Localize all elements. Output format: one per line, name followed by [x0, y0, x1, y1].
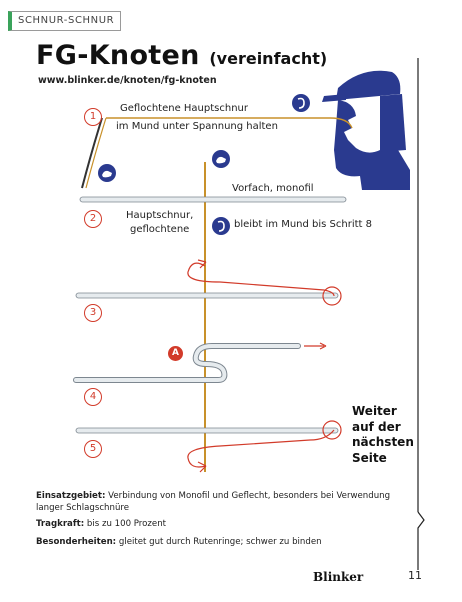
- title-main: FG-Knoten: [36, 40, 200, 71]
- page-edge-notch: [418, 512, 424, 570]
- mouth-icon: [212, 217, 230, 239]
- info-trag: [36, 518, 406, 530]
- braid-wrap-step3: [188, 263, 334, 296]
- mouth-icon: [292, 94, 310, 116]
- info-einsatz-text: Verbindung von Monofil und Geflecht, besonders bei Verwendung langer Schlagschnüre: [36, 491, 391, 513]
- source-url: www.blinker.de/knoten/fg-knoten: [38, 75, 217, 86]
- page-number: 11: [408, 569, 422, 582]
- hand-icon: [98, 164, 116, 186]
- continue-line: auf der: [352, 419, 401, 434]
- point-a-badge: A: [168, 346, 183, 361]
- leader-label: Vorfach, monofil: [232, 183, 314, 194]
- continue-line: Seite: [352, 450, 387, 465]
- step-2-badge: 2: [84, 210, 102, 228]
- info-bes-text: gleitet gut durch Rutenringe; schwer zu binden: [118, 537, 322, 547]
- monofil-step2: [80, 197, 346, 202]
- braid-wrap-step5: [188, 430, 334, 467]
- monofil-step4: [76, 346, 298, 380]
- step-1-badge: 1: [84, 108, 102, 126]
- person-silhouette-icon: [322, 71, 410, 190]
- continue-line: Weiter: [352, 404, 397, 418]
- section-tag: SCHNUR-SCHNUR: [8, 11, 121, 31]
- continue-note: [352, 404, 414, 466]
- brand-logo: Blinker: [313, 570, 364, 584]
- step-1-line2: im Mund unter Spannung halten: [116, 121, 278, 132]
- step-2-note: bleibt im Mund bis Schritt 8: [234, 219, 373, 230]
- step-2-label-b: geflochtene: [130, 224, 190, 235]
- step-2-label-a: Hauptschnur,: [126, 210, 194, 221]
- step-3-badge: 3: [84, 304, 102, 322]
- step-1-line1: Geflochtene Hauptschnur: [120, 103, 248, 114]
- monofil-step5: [76, 428, 338, 433]
- hand-icon: [212, 150, 230, 172]
- info-einsatz-label: Einsatzgebiet:: [36, 491, 106, 501]
- info-einsatz: [36, 490, 406, 514]
- info-trag-text: bis zu 100 Prozent: [86, 519, 167, 529]
- step-4-badge: 4: [84, 388, 102, 406]
- title-sub: (vereinfacht): [209, 49, 328, 68]
- continue-line: nächsten: [352, 435, 414, 449]
- monofil-step3: [76, 293, 338, 298]
- info-bes: [36, 536, 406, 548]
- info-bes-label: Besonderheiten:: [36, 537, 117, 547]
- info-trag-label: Tragkraft:: [36, 519, 85, 529]
- step-5-badge: 5: [84, 440, 102, 458]
